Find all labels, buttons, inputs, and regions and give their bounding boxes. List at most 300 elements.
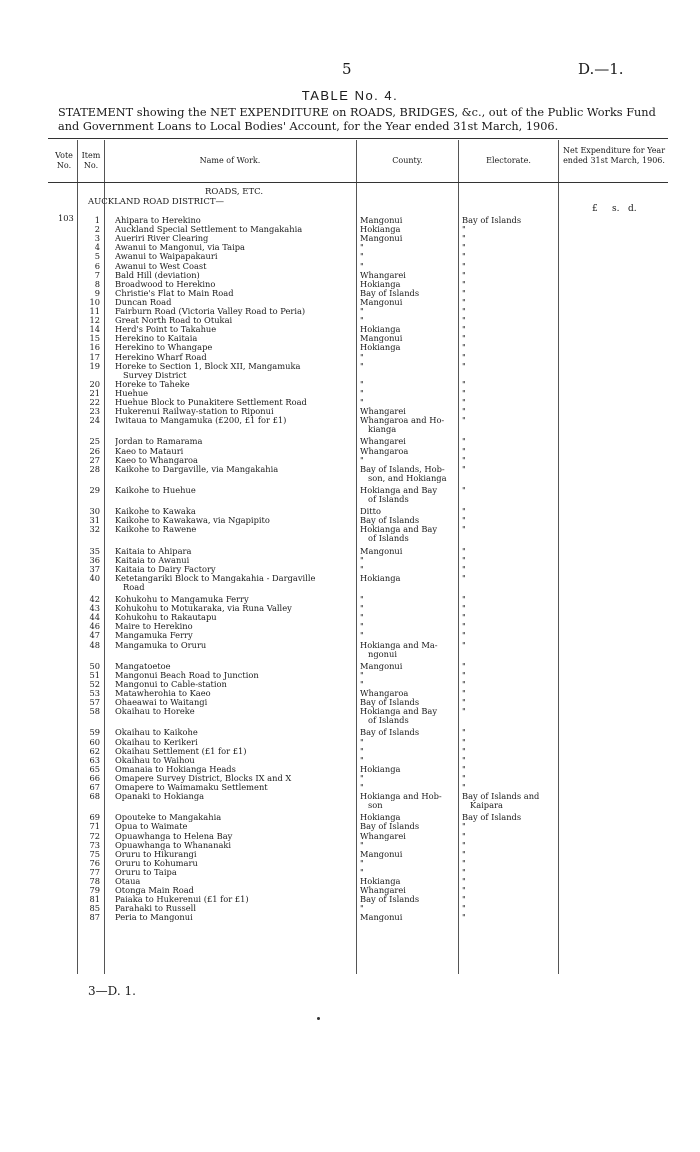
work-name: Awanui to West Coast: [115, 260, 207, 271]
electorate-name: ": [462, 745, 466, 756]
work-name: Opanaki to Hokianga: [115, 791, 205, 802]
county-name: Mangonui: [360, 296, 403, 307]
item-number: 43: [89, 603, 100, 614]
col-header-electorate: Electorate.: [486, 156, 531, 165]
work-name: Kaikohe to Huehue: [115, 484, 196, 495]
county-name: ": [360, 754, 364, 765]
electorate-name: ": [462, 445, 466, 456]
item-number: 8: [94, 278, 100, 289]
work-name: Kaitaia to Ahipara: [115, 545, 192, 556]
county-name: Bay of Islands: [360, 727, 420, 738]
work-name: Aueriri River Clearing: [115, 233, 209, 244]
item-number: 68: [89, 791, 100, 802]
work-name: Omapere to Waimamaku Settlement: [115, 782, 268, 792]
work-name: Kaeo to Matauri: [115, 445, 184, 456]
page-dot: [317, 1017, 320, 1020]
electorate-name: Bay of Islands: [462, 215, 522, 225]
electorate-name: ": [462, 242, 466, 253]
county-name: ": [360, 351, 364, 362]
county-name: Whangarei: [360, 406, 406, 417]
electorate-name: ": [462, 839, 466, 850]
table-row: [0, 485, 700, 496]
work-name: Opuawhanga to Whananaki: [115, 839, 232, 850]
electorate-name: ": [462, 506, 466, 517]
work-name: Mangamuka to Oruru: [115, 639, 207, 650]
electorate-name: ": [462, 688, 466, 698]
page-number: 5: [342, 60, 352, 78]
item-number: 87: [89, 912, 100, 923]
electorate-name: ": [462, 763, 466, 774]
pounds-label: £: [592, 204, 598, 214]
electorate-name: ": [462, 315, 466, 326]
item-number: 72: [89, 830, 100, 841]
county-name: Whangaroa: [360, 688, 409, 698]
item-number: 67: [89, 782, 100, 792]
item-number: 77: [89, 866, 100, 877]
electorate-name: ": [462, 912, 466, 923]
work-name: Matawherohia to Kaeo: [115, 688, 211, 698]
electorate-name: ": [462, 378, 466, 389]
county-name: ": [360, 397, 364, 407]
electorate-name: ": [462, 848, 466, 859]
item-number: 42: [89, 594, 100, 604]
item-number: 28: [89, 463, 100, 474]
county-name: Whangarei: [360, 885, 406, 896]
item-number: 44: [89, 612, 100, 623]
col-header-expenditure: Net Expenditure for Year ended 31st March, 1906.: [562, 146, 666, 165]
electorate-name: ": [462, 324, 466, 335]
item-number: 12: [89, 315, 100, 326]
county-name-continued: kianga: [368, 424, 397, 435]
electorate-name-continued: Kaipara: [470, 800, 503, 811]
electorate-name: ": [462, 406, 466, 417]
work-name: Broadwood to Herekino: [115, 278, 216, 289]
county-name: Hokianga: [360, 324, 401, 335]
work-name: Kaitaia to Dairy Factory: [115, 563, 216, 574]
county-name: Bay of Islands: [360, 287, 420, 298]
county-name: ": [360, 903, 364, 914]
item-number: 66: [89, 772, 100, 783]
electorate-name: ": [462, 233, 466, 244]
work-name: Opua to Waimate: [115, 821, 188, 832]
work-name: Great North Road to Otukai: [115, 315, 233, 326]
item-number: 85: [89, 903, 100, 914]
county-name: Hokianga: [360, 572, 401, 583]
table-title: TABLE No. 4.: [301, 88, 399, 103]
electorate-name: ": [462, 894, 466, 905]
county-name: ": [360, 454, 364, 465]
electorate-name: ": [462, 630, 466, 641]
county-name: Whangarei: [360, 830, 406, 841]
work-name: Oruru to Hikurangi: [115, 848, 197, 859]
electorate-name: ": [462, 621, 466, 632]
item-number: 16: [89, 342, 100, 353]
county-name: ": [360, 772, 364, 783]
item-number: 52: [89, 678, 100, 689]
county-name: Bay of Islands: [360, 515, 420, 526]
work-name: Jordan to Ramarama: [115, 436, 203, 447]
county-name: Hokianga and Bay: [360, 706, 438, 717]
table-row: [0, 524, 700, 535]
electorate-name: ": [462, 754, 466, 765]
county-name: ": [360, 315, 364, 326]
item-number: 15: [89, 333, 100, 344]
work-name: Kaeo to Whangaroa: [115, 454, 198, 465]
electorate-name: ": [462, 287, 466, 298]
county-name-continued: son, and Hokianga: [368, 472, 447, 483]
county-name: Mangonui: [360, 545, 403, 556]
item-number: 60: [89, 736, 100, 747]
item-number: 36: [89, 554, 100, 565]
work-name: Herekino to Whangape: [115, 342, 213, 353]
item-number: 22: [89, 397, 100, 407]
pence-label: d.: [628, 204, 637, 214]
electorate-name: ": [462, 857, 466, 868]
work-name: Ketetangariki Block to Mangakahia - Dargaville: [115, 572, 316, 583]
item-number: 69: [89, 812, 100, 823]
work-name-continued: Survey District: [123, 369, 187, 380]
electorate-name: ": [462, 524, 466, 535]
item-number: 25: [89, 436, 100, 447]
item-number: 78: [89, 876, 100, 886]
work-name: Parahaki to Russell: [115, 903, 196, 914]
electorate-name: ": [462, 669, 466, 680]
section-heading: ROADS, ETC.: [205, 187, 264, 197]
electorate-name: ": [462, 866, 466, 877]
work-name: Kaitaia to Awanui: [115, 554, 190, 565]
electorate-name: ": [462, 612, 466, 623]
county-name: ": [360, 745, 364, 756]
work-name-continued: Road: [123, 581, 145, 592]
electorate-name: ": [462, 306, 466, 316]
electorate-name: ": [462, 387, 466, 398]
work-name: Okaihau to Kerikeri: [115, 736, 198, 747]
county-name: Mangonui: [360, 233, 403, 244]
electorate-name: ": [462, 269, 466, 280]
item-number: 26: [89, 445, 100, 456]
electorate-name: ": [462, 296, 466, 307]
county-name: Mangonui: [360, 215, 403, 225]
table-row: [0, 706, 700, 717]
county-name: ": [360, 866, 364, 877]
work-name: Opuawhanga to Helena Bay: [115, 830, 233, 841]
electorate-name: ": [462, 515, 466, 526]
work-name: Kohukohu to Rakautapu: [115, 612, 217, 623]
work-name: Kaikohe to Dargaville, via Mangakahia: [115, 463, 279, 474]
electorate-name: ": [462, 830, 466, 841]
vote-number: 103: [58, 213, 74, 223]
work-name: Ahipara to Herekino: [115, 215, 201, 225]
item-number: 58: [89, 706, 100, 717]
item-number: 4: [94, 242, 100, 253]
county-name: ": [360, 621, 364, 632]
county-name: Bay of Islands, Hob-: [360, 463, 445, 474]
item-number: 24: [89, 415, 100, 426]
electorate-name: ": [462, 639, 466, 650]
electorate-name: ": [462, 876, 466, 886]
item-number: 2: [94, 224, 100, 235]
work-name: Kohukohu to Mangamuka Ferry: [115, 594, 249, 604]
electorate-name: Bay of Islands and: [462, 791, 540, 802]
work-name: Okaihau to Horeke: [115, 706, 195, 717]
item-number: 47: [89, 630, 100, 641]
county-name: Bay of Islands: [360, 697, 420, 708]
work-name: Horeke to Section 1, Block XII, Mangamuka: [115, 360, 301, 371]
work-name: Herekino to Kaitaia: [115, 333, 198, 344]
county-name: Whangaroa: [360, 445, 409, 456]
item-number: 23: [89, 406, 100, 417]
electorate-name: ": [462, 436, 466, 447]
work-name: Mangonui to Cable-station: [115, 678, 227, 689]
county-name: Hokianga: [360, 224, 401, 235]
county-name: ": [360, 603, 364, 614]
item-number: 32: [89, 524, 100, 535]
county-name: ": [360, 678, 364, 689]
electorate-name: ": [462, 660, 466, 671]
county-name: Hokianga and Bay: [360, 524, 438, 535]
item-number: 21: [89, 387, 100, 398]
work-name: Opouteke to Mangakahia: [115, 812, 222, 823]
item-number: 81: [89, 894, 100, 905]
item-number: 76: [89, 857, 100, 868]
work-name: Mangatoetoe: [115, 660, 171, 671]
county-name: ": [360, 594, 364, 604]
county-name-continued: of Islands: [368, 494, 409, 504]
work-name: Kohukohu to Motukaraka, via Runa Valley: [115, 603, 292, 614]
work-name: Bald Hill (deviation): [115, 269, 200, 280]
col-header-county: County.: [392, 156, 423, 165]
electorate-name: ": [462, 397, 466, 407]
electorate-name: ": [462, 333, 466, 344]
county-name: Hokianga and Bay: [360, 484, 438, 495]
work-name: Kaikohe to Rawene: [115, 524, 197, 535]
work-name: Duncan Road: [115, 296, 172, 307]
electorate-name: ": [462, 885, 466, 896]
item-number: 35: [89, 545, 100, 556]
county-name: Hokianga: [360, 278, 401, 289]
county-name: Whangarei: [360, 269, 406, 280]
item-number: 5: [94, 251, 100, 262]
work-name: Mangonui Beach Road to Junction: [115, 669, 259, 680]
work-name: Oruru to Taipa: [115, 866, 177, 877]
table-row: [0, 415, 700, 426]
work-name: Paiaka to Hukerenui (£1 for £1): [115, 894, 249, 905]
county-name: Mangonui: [360, 660, 403, 671]
work-name: Herd's Point to Takahue: [115, 324, 217, 335]
electorate-name: ": [462, 594, 466, 604]
table-row: [0, 464, 700, 475]
work-name: Huehue Block to Punakitere Settlement Road: [115, 397, 307, 407]
item-number: 31: [89, 515, 100, 526]
table-row: [0, 912, 700, 923]
electorate-name: ": [462, 463, 466, 474]
item-number: 11: [89, 306, 100, 316]
county-name: Mangonui: [360, 912, 403, 923]
electorate-name: ": [462, 415, 466, 426]
item-number: 57: [89, 697, 100, 708]
county-name: ": [360, 857, 364, 868]
county-name: ": [360, 630, 364, 641]
county-name-continued: son: [368, 800, 383, 811]
county-name-continued: ngonui: [368, 648, 397, 659]
electorate-name: ": [462, 224, 466, 235]
county-name: ": [360, 251, 364, 262]
electorate-name: ": [462, 545, 466, 556]
col-header-vote: Vote No.: [55, 151, 73, 170]
table-row: [0, 573, 700, 584]
item-number: 14: [89, 324, 100, 335]
item-number: 17: [89, 351, 100, 362]
county-name: Mangonui: [360, 333, 403, 344]
work-name: Awanui to Mangonui, via Taipa: [115, 242, 245, 253]
county-name: ": [360, 306, 364, 316]
county-name: ": [360, 242, 364, 253]
signature-mark: 3—D. 1.: [88, 984, 136, 998]
electorate-name: ": [462, 360, 466, 371]
work-name: Iwitaua to Mangamuka (£200, £1 for £1): [115, 415, 287, 426]
county-name: ": [360, 260, 364, 271]
work-name: Oruru to Kohumaru: [115, 857, 198, 868]
electorate-name: ": [462, 697, 466, 708]
work-name: Otaua: [115, 876, 141, 886]
work-name: Okaihau Settlement (£1 for £1): [115, 745, 247, 756]
item-number: 9: [94, 287, 100, 298]
work-name: Kaikohe to Kawakawa, via Ngapipito: [115, 515, 270, 526]
work-name: Huehue: [115, 387, 149, 398]
document-code: D.—1.: [578, 60, 624, 78]
item-number: 3: [94, 233, 100, 244]
item-number: 62: [89, 745, 100, 756]
electorate-name: ": [462, 563, 466, 574]
county-name: ": [360, 736, 364, 747]
table-row: [0, 361, 700, 372]
county-name: ": [360, 612, 364, 623]
work-name: Okaihau to Kaikohe: [115, 727, 198, 738]
electorate-name: ": [462, 342, 466, 353]
item-number: 71: [89, 821, 100, 832]
work-name: Omanaia to Hokianga Heads: [115, 763, 236, 774]
statement-heading: STATEMENT showing the NET EXPENDITURE on ROADS, BRIDGES, &c., out of the Public Works Fund and Government Loans to Local Bodies' Account, for the Year ended 31st March, 1906.: [58, 106, 656, 133]
electorate-name: ": [462, 821, 466, 832]
work-name: Mangamuka Ferry: [115, 630, 193, 641]
item-number: 48: [89, 639, 100, 650]
county-name: Ditto: [360, 506, 381, 517]
electorate-name: ": [462, 736, 466, 747]
county-name: ": [360, 782, 364, 792]
electorate-name: ": [462, 603, 466, 614]
electorate-name: ": [462, 772, 466, 783]
item-number: 6: [94, 260, 100, 271]
county-name: Hokianga: [360, 342, 401, 353]
county-name-continued: of Islands: [368, 715, 409, 726]
county-name: Hokianga: [360, 763, 401, 774]
county-name: ": [360, 669, 364, 680]
district-heading: AUCKLAND ROAD DISTRICT—: [88, 197, 225, 207]
electorate-name: ": [462, 251, 466, 262]
electorate-name: Bay of Islands: [462, 812, 522, 823]
electorate-name: ": [462, 727, 466, 738]
county-name: Bay of Islands: [360, 821, 420, 832]
electorate-name: ": [462, 706, 466, 717]
county-name: Hokianga: [360, 876, 401, 886]
table-row: [0, 791, 700, 802]
item-number: 75: [89, 848, 100, 859]
work-name: Ohaeawai to Waitangi: [115, 697, 208, 708]
electorate-name: ": [462, 278, 466, 289]
item-number: 29: [89, 484, 100, 495]
item-number: 20: [89, 378, 100, 389]
item-number: 37: [89, 563, 100, 574]
item-number: 65: [89, 763, 100, 774]
work-name: Horeke to Taheke: [115, 378, 190, 389]
county-name: Hokianga: [360, 812, 401, 823]
item-number: 51: [89, 669, 100, 680]
county-name: ": [360, 378, 364, 389]
work-name: Fairburn Road (Victoria Valley Road to Peria): [115, 306, 306, 316]
col-header-work: Name of Work.: [199, 156, 261, 165]
electorate-name: ": [462, 572, 466, 583]
item-number: 46: [89, 621, 100, 632]
county-name-continued: of Islands: [368, 533, 409, 544]
county-name: ": [360, 563, 364, 574]
work-name: Awanui to Waipapakauri: [115, 251, 218, 262]
item-number: 63: [89, 754, 100, 765]
item-number: 40: [89, 572, 100, 583]
item-number: 30: [89, 506, 100, 517]
item-number: 7: [94, 269, 100, 280]
table-row: [0, 640, 700, 651]
county-name: Mangonui: [360, 848, 403, 859]
item-number: 10: [89, 296, 100, 307]
electorate-name: ": [462, 260, 466, 271]
electorate-name: ": [462, 484, 466, 495]
item-number: 59: [89, 727, 100, 738]
county-name: ": [360, 554, 364, 565]
item-number: 27: [89, 454, 100, 465]
electorate-name: ": [462, 782, 466, 792]
electorate-name: ": [462, 351, 466, 362]
header-rule: [48, 182, 668, 183]
col-header-item: Item No.: [81, 151, 101, 170]
electorate-name: ": [462, 903, 466, 914]
item-number: 79: [89, 885, 100, 896]
shillings-label: s.: [612, 204, 620, 214]
county-name: Bay of Islands: [360, 894, 420, 905]
county-name: Whangarei: [360, 436, 406, 447]
county-name: Hokianga and Hob-: [360, 791, 442, 802]
work-name: Okaihau to Waihou: [115, 754, 195, 765]
work-name: Peria to Mangonui: [115, 912, 193, 923]
work-name: Omapere Survey District, Blocks IX and X: [115, 772, 292, 783]
work-name: Herekino Wharf Road: [115, 351, 207, 362]
county-name: ": [360, 839, 364, 850]
item-number: 73: [89, 839, 100, 850]
item-number: 53: [89, 688, 100, 698]
work-name: Kaikohe to Kawaka: [115, 506, 196, 517]
electorate-name: ": [462, 454, 466, 465]
county-name: ": [360, 360, 364, 371]
county-name: Whangaroa and Ho-: [360, 415, 445, 426]
work-name: Auckland Special Settlement to Mangakahia: [115, 224, 303, 235]
work-name: Hukerenui Railway-station to Riponui: [115, 406, 274, 417]
item-number: 50: [89, 660, 100, 671]
item-number: 19: [89, 360, 100, 371]
county-name: ": [360, 387, 364, 398]
work-name: Otonga Main Road: [115, 885, 194, 896]
electorate-name: ": [462, 678, 466, 689]
work-name: Christie's Flat to Main Road: [115, 287, 234, 298]
electorate-name: ": [462, 554, 466, 565]
